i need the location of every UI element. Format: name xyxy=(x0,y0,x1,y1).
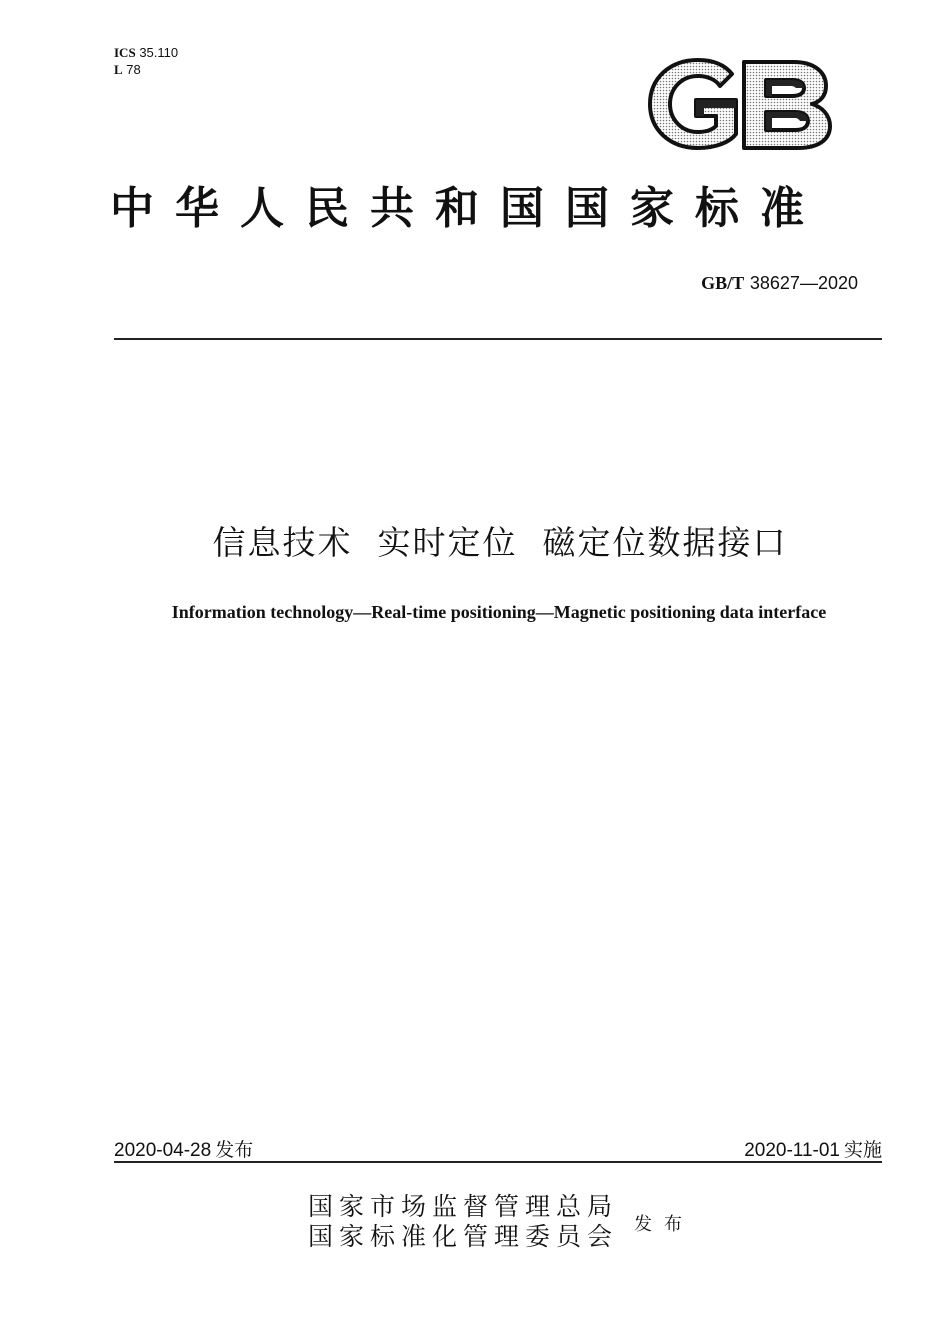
implementation-date-value: 2020-11-01 xyxy=(744,1140,840,1161)
classification-codes xyxy=(114,44,178,78)
national-standard-heading: 中华人民共和国国家标准 xyxy=(110,183,825,234)
standard-prefix: GB/T xyxy=(701,273,745,293)
issue-date xyxy=(114,1135,253,1162)
implementation-date xyxy=(744,1135,882,1162)
publish-label: 发布 xyxy=(634,1214,694,1235)
english-title: Information technology—Real-time positioning—Magnetic positioning data interface xyxy=(171,602,827,622)
chinese-title: 信息技术 实时定位 磁定位数据接口 xyxy=(212,523,788,562)
ics-code: ICS 35.110 xyxy=(114,45,179,60)
category-code: L 78 xyxy=(114,62,141,77)
publisher-2: 国家标准化管理委员会 xyxy=(308,1222,619,1251)
standard-code: 38627—2020 xyxy=(749,273,858,293)
standard-number xyxy=(701,273,858,294)
publishers xyxy=(308,1192,618,1252)
issue-label: 发布 xyxy=(215,1139,254,1161)
implementation-label: 实施 xyxy=(843,1139,882,1161)
issue-date-value: 2020-04-28 xyxy=(114,1140,212,1161)
publisher-1: 国家市场监督管理总局 xyxy=(308,1192,619,1221)
top-divider xyxy=(114,338,882,340)
bottom-divider xyxy=(114,1161,882,1163)
gb-logo xyxy=(644,56,834,152)
